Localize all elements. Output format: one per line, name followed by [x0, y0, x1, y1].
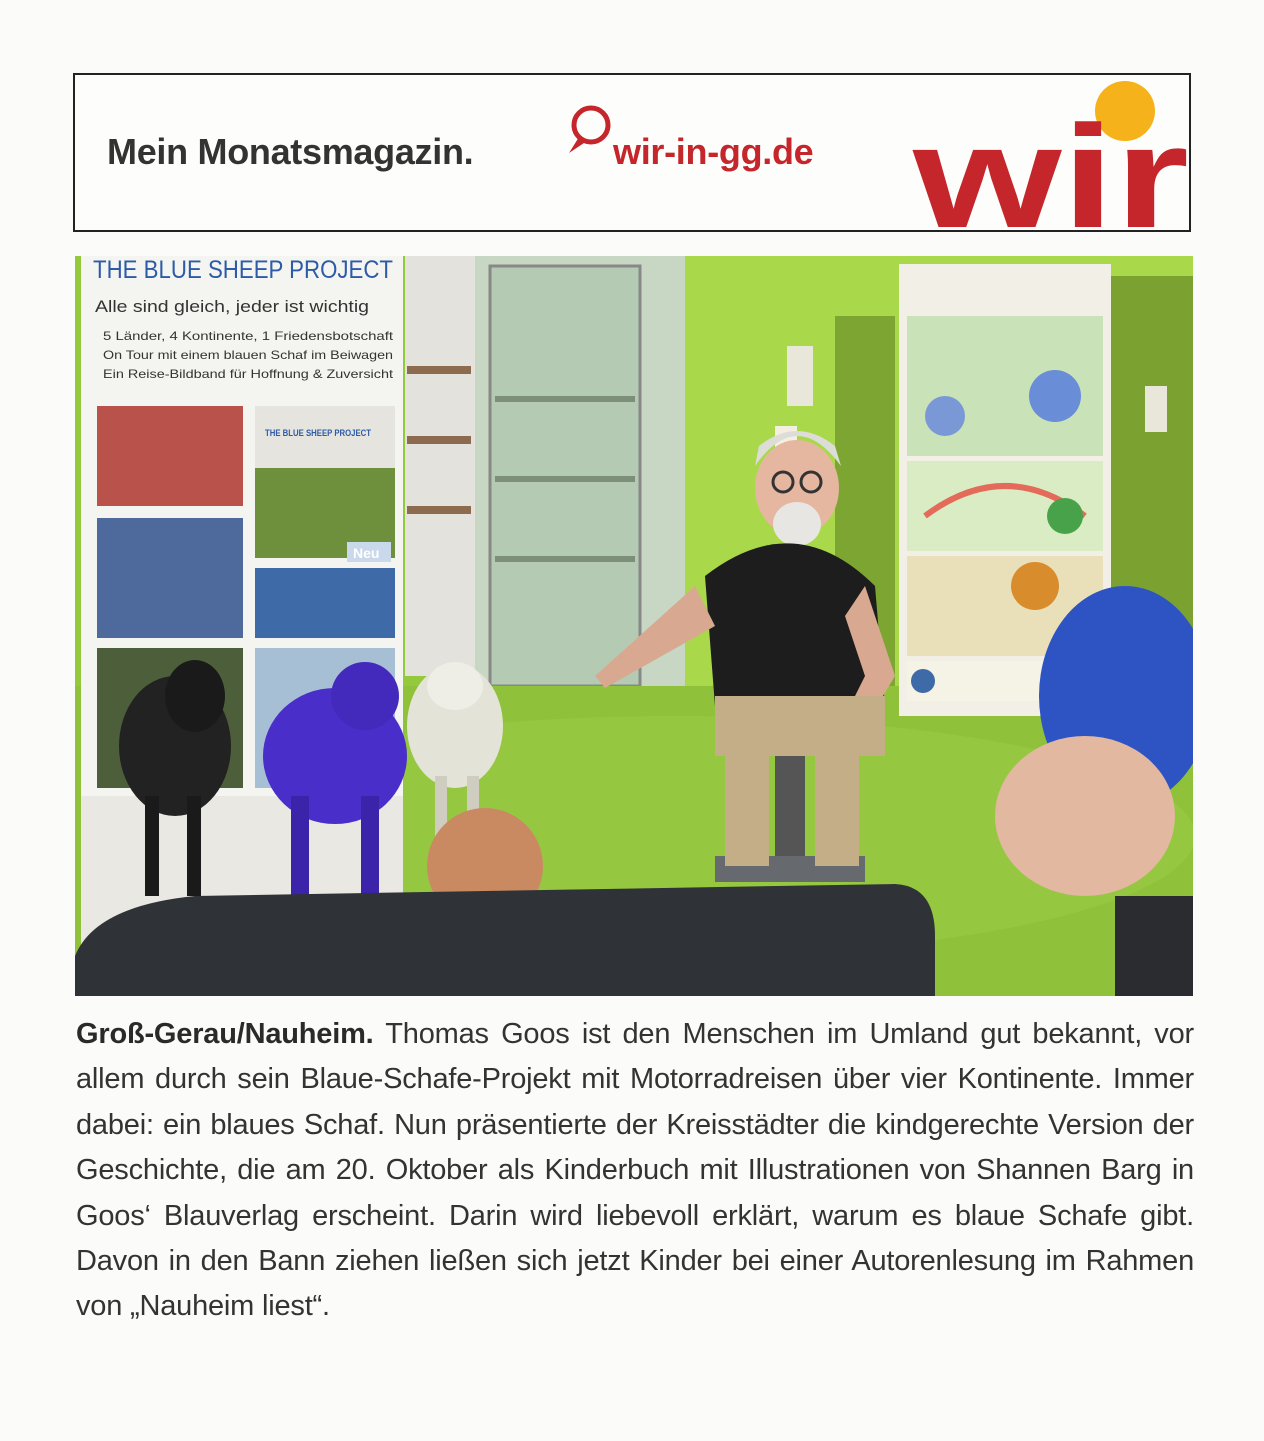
banner-photo — [255, 568, 395, 638]
article-text: Thomas Goos ist den Menschen im Umland gut bekannt, vor allem durch sein Blaue-Schafe-Projekt mit Motorradreisen über vier Kontinente. Immer dabei: ein blaues Schaf. Nun präsentierte der Kreisstädter die kindgerechte Version der Geschichte, die am 20. Oktober als Kinderbuch mit Illustrationen von Shannen Barg in Goos‘ Blauverlag erscheint. Darin wird liebevoll erklärt, warum es blaue Schafe gibt. Davon in den Bann ziehen ließen sich jetzt Kinder bei einer Autorenlesung im Rahmen von „Nauheim liest“. — [76, 1018, 1194, 1323]
article-body — [76, 1012, 1194, 1330]
speech-bubble-icon — [561, 101, 617, 157]
wir-logo — [911, 77, 1191, 231]
logo-text: wir — [911, 95, 1189, 231]
blue-sheep-banner — [81, 256, 403, 976]
website-link[interactable]: wir-in-gg.de — [613, 131, 814, 172]
banner-bullet: On Tour mit einem blauen Schaf im Beiwagen — [103, 348, 393, 362]
event-photo — [75, 256, 1193, 996]
banner-bullet: Ein Reise-Bildband für Hoffnung & Zuversicht — [103, 367, 394, 381]
banner-subtitle: Alle sind gleich, jeder ist wichtig — [95, 297, 369, 316]
banner-title: THE BLUE SHEEP PROJECT — [93, 256, 393, 284]
banner-photo — [97, 518, 243, 638]
new-badge: Neu — [353, 545, 380, 561]
masthead-box — [73, 73, 1191, 232]
banner-bullet: 5 Länder, 4 Kontinente, 1 Friedensbotschaft — [103, 329, 394, 343]
banner-photo — [97, 406, 243, 506]
chair-back — [75, 884, 935, 996]
magazine-tagline: Mein Monatsmagazin. — [107, 131, 474, 172]
book-title: THE BLUE SHEEP PROJECT — [265, 428, 372, 438]
dateline: Groß-Gerau/Nauheim. — [76, 1018, 374, 1050]
